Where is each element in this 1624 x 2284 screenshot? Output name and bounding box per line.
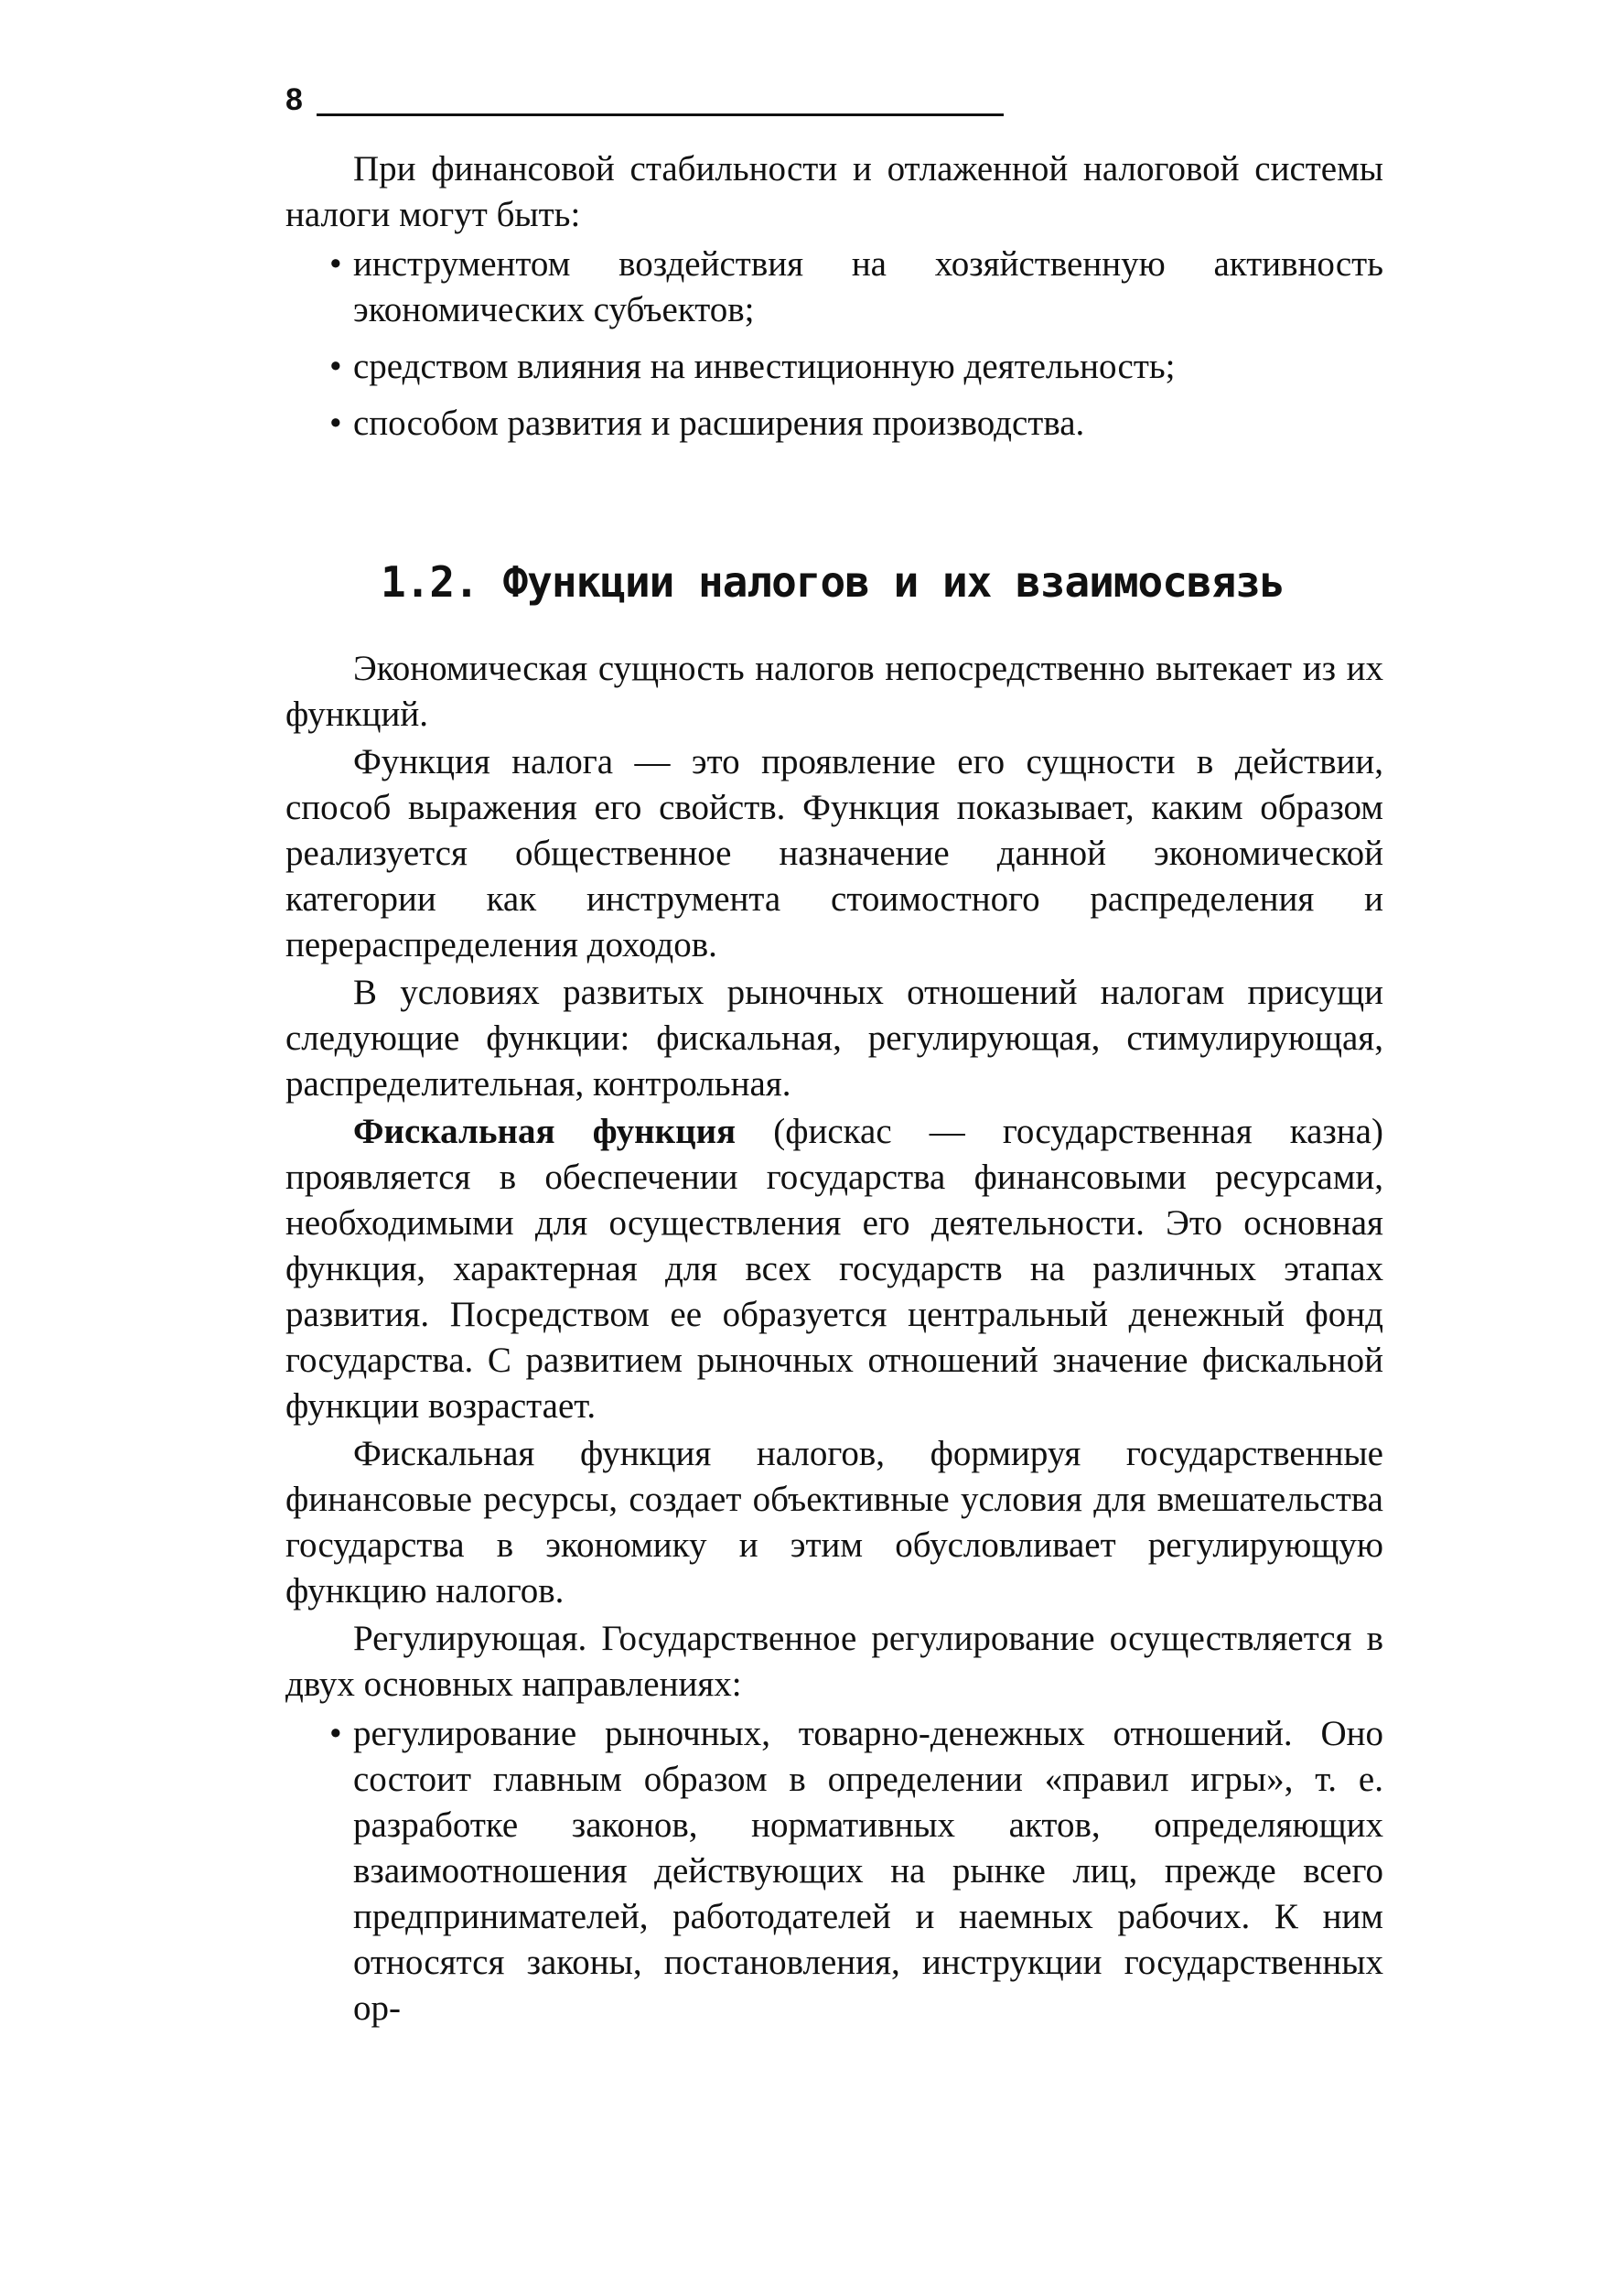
list-item — [285, 344, 1383, 390]
body-paragraph-functions-list: В условиях развитых рыночных отношений налогам присущи следующие функции: фискальная, регулирующая, стимулирующая, распределительная, контрольная. — [285, 973, 1383, 1104]
page-header — [285, 84, 1004, 115]
bullet-icon: • — [329, 244, 342, 284]
body-paragraph-fiscal-regulating: Фискальная функция налогов, формируя государственные финансовые ресурсы, создает объективные условия для вмешательства государства в экономику и этим обусловливает регулирующую функцию налогов. — [285, 1434, 1383, 1611]
intro-paragraph: При финансовой стабильности и отлаженной налоговой системы налоги могут быть: — [285, 149, 1383, 234]
list-item-text: способом развития и расширения производства. — [353, 404, 1085, 443]
body-paragraph-regulating: Регулирующая. Государственное регулирование осуществляется в двух основных направлениях: — [285, 1619, 1383, 1704]
page-number: 8 — [285, 82, 303, 117]
list-item-text: регулирование рыночных, товарно-денежных отношений. Оно состоит главным образом в определении «правил игры», т. е. разработке законов, нормативных актов, определяющих взаимоотношения действующих на рынке лиц, прежде всего предпринимателей, работодателей и наемных рабочих. К ним относятся законы, постановления, инструкции государственных ор- — [353, 1714, 1383, 2028]
bullet-icon: • — [329, 1714, 342, 1753]
list-item-text: инструментом воздействия на хозяйственную активность экономических субъектов; — [353, 244, 1383, 329]
bullet-icon: • — [329, 404, 342, 443]
intro-bullet-list — [285, 242, 1383, 447]
section-heading: 1.2. Функции налогов и их взаимосвязь — [381, 557, 1285, 607]
body-paragraph-essence: Экономическая сущность налогов непосредственно вытекает из их функций. — [285, 649, 1383, 734]
header-rule — [317, 113, 1004, 116]
list-item — [285, 1711, 1383, 2031]
regulation-bullet-list — [285, 1711, 1383, 2031]
list-item — [285, 401, 1383, 447]
body-paragraph-function-definition: Функция налога — это проявление его сущности в действии, способ выражения его свойств. Функция показывает, каким образом реализуется общественное назначение данной экономической категории как инструмента стоимостного распределения и перераспределения доходов. — [285, 742, 1383, 964]
list-item — [285, 242, 1383, 333]
fiscal-function-text: (фискас — государственная казна) проявляется в обеспечении государства финансовыми ресурсами, необходимыми для осуществления его деятельности. Это основная функция, характерная для всех государств на различных этапах развития. Посредством ее образуется центральный денежный фонд государства. С развитием рыночных отношений значение фискальной функции возрастает. — [285, 1112, 1383, 1426]
body-paragraph-fiscal — [285, 1109, 1383, 1429]
page-content — [285, 146, 1383, 2042]
fiscal-function-term: Фискальная функция — [353, 1112, 737, 1151]
list-item-text: средством влияния на инвестиционную деятельность; — [353, 347, 1176, 386]
bullet-icon: • — [329, 347, 342, 386]
